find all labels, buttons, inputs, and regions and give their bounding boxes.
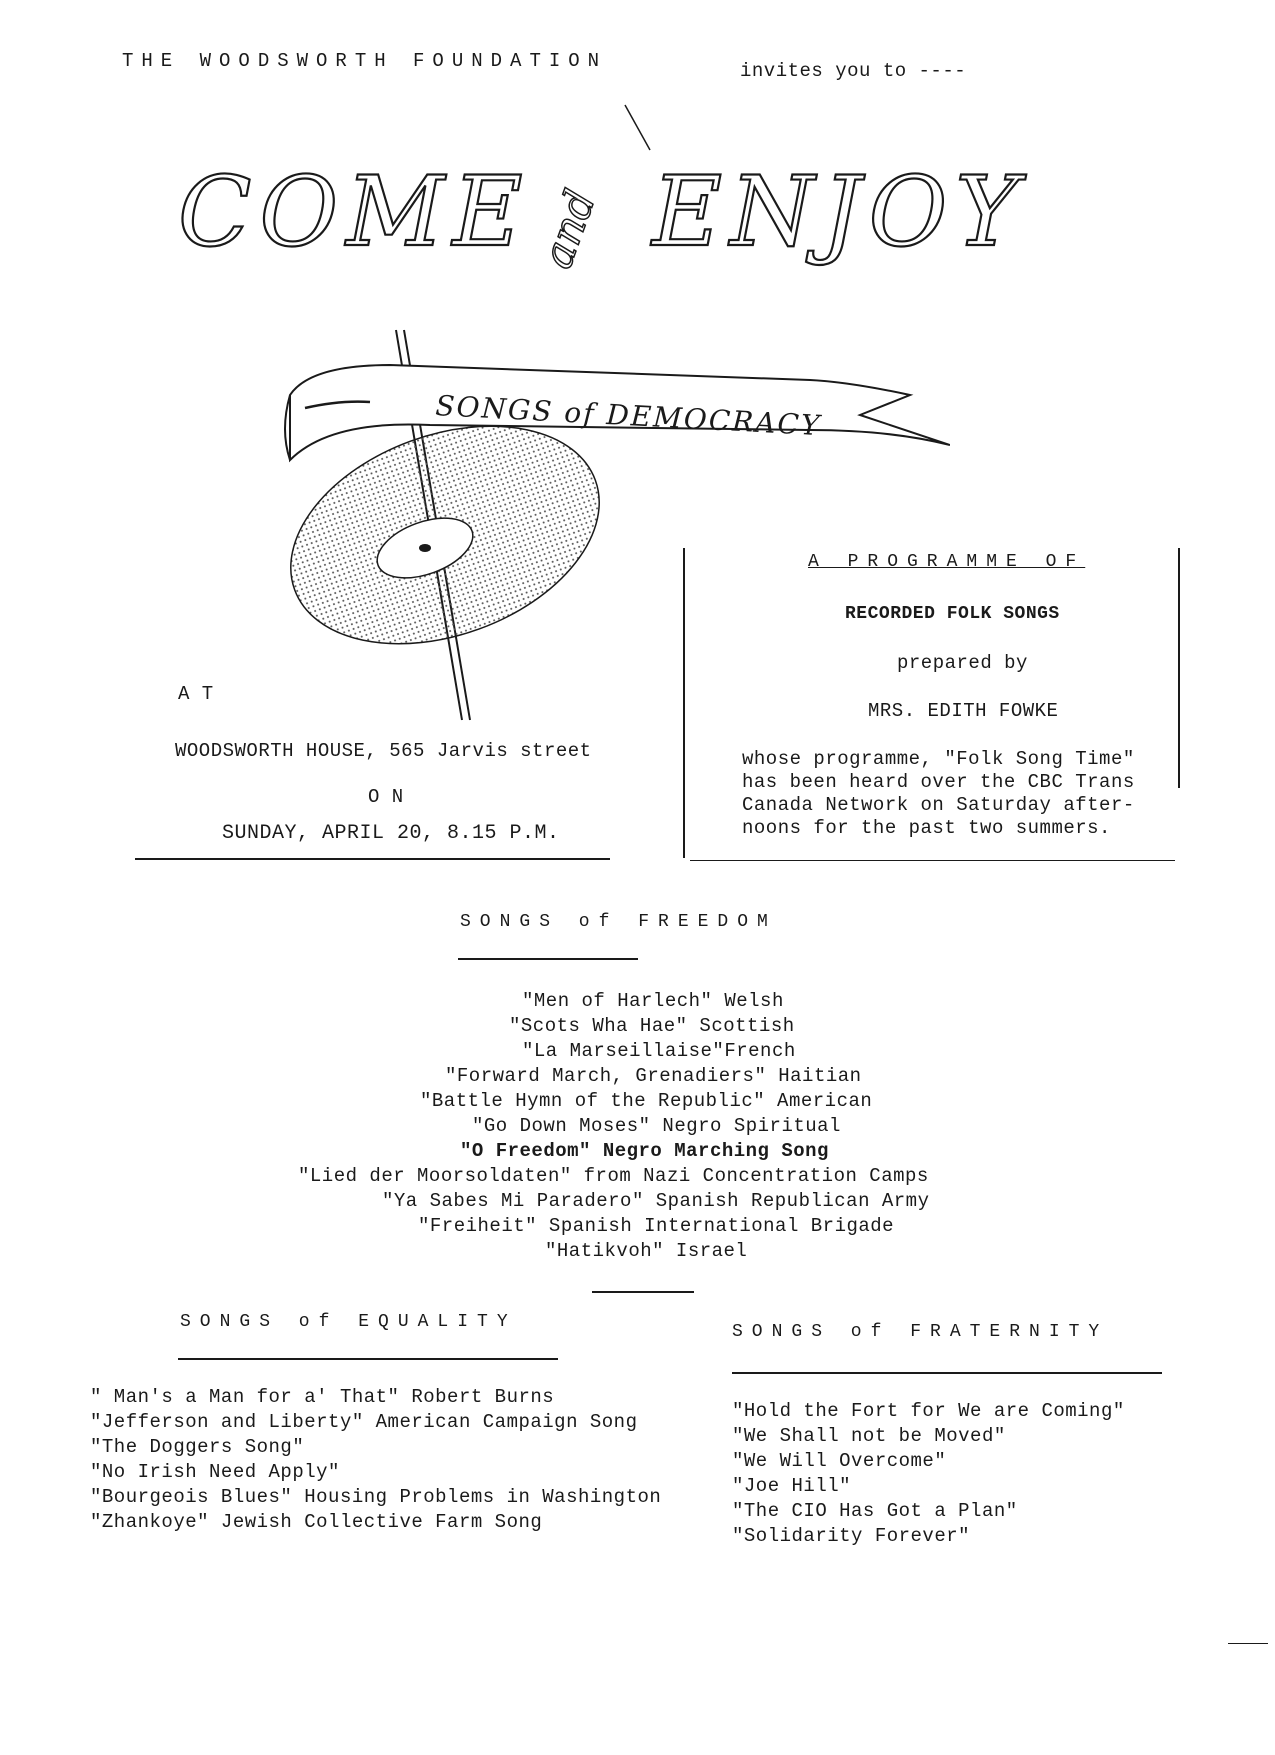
list-item: "Go Down Moses" Negro Spiritual bbox=[472, 1115, 841, 1137]
banner-text: SONGS of DEMOCRACY bbox=[434, 389, 823, 443]
programme-subject: RECORDED FOLK SONGS bbox=[845, 604, 1060, 624]
freedom-underline bbox=[458, 958, 638, 960]
equality-underline bbox=[178, 1358, 558, 1360]
list-item: "No Irish Need Apply" bbox=[90, 1461, 340, 1483]
fraternity-heading: SONGS of FRATERNITY bbox=[732, 1322, 1109, 1342]
equality-heading: SONGS of EQUALITY bbox=[180, 1312, 517, 1332]
list-item: "Solidarity Forever" bbox=[732, 1525, 971, 1547]
list-item: "Hold the Fort for We are Coming" bbox=[732, 1400, 1125, 1422]
desc-line: has been heard over the CBC Trans bbox=[742, 771, 1135, 793]
list-item: " Man's a Man for a' That" Robert Burns bbox=[90, 1386, 555, 1408]
list-item: "Forward March, Grenadiers" Haitian bbox=[445, 1065, 862, 1087]
list-item: "Ya Sabes Mi Paradero" Spanish Republican Army bbox=[382, 1190, 930, 1212]
programme-heading: A PROGRAMME OF bbox=[808, 552, 1086, 572]
list-item: "The Doggers Song" bbox=[90, 1436, 305, 1458]
list-item: "The CIO Has Got a Plan" bbox=[732, 1500, 1018, 1522]
event-date: SUNDAY, APRIL 20, 8.15 P.M. bbox=[222, 822, 560, 845]
list-item: "Lied der Moorsoldaten" from Nazi Concentration Camps bbox=[298, 1165, 929, 1187]
list-item: "Joe Hill" bbox=[732, 1475, 852, 1497]
title-word-come: COME bbox=[178, 156, 531, 268]
event-location: WOODSWORTH HOUSE, 565 Jarvis street bbox=[175, 740, 592, 762]
header-invite: invites you to ---- bbox=[740, 60, 967, 82]
list-item: "Bourgeois Blues" Housing Problems in Washington bbox=[90, 1486, 662, 1508]
list-item: "Battle Hymn of the Republic" American bbox=[420, 1090, 873, 1112]
right-edge-rule bbox=[1178, 548, 1180, 788]
freedom-heading: SONGS of FREEDOM bbox=[460, 912, 777, 932]
list-item: "Scots Wha Hae" Scottish bbox=[509, 1015, 795, 1037]
list-item: "Hatikvoh" Israel bbox=[545, 1240, 748, 1262]
freedom-end-rule bbox=[592, 1291, 694, 1293]
title-word-and: and bbox=[532, 183, 606, 275]
desc-line: whose programme, "Folk Song Time" bbox=[742, 748, 1135, 770]
margin-mark bbox=[1228, 1643, 1268, 1644]
programme-prepared: prepared by bbox=[897, 652, 1028, 674]
at-label: A T bbox=[178, 683, 214, 705]
programme-underline bbox=[690, 860, 1175, 861]
desc-line: Canada Network on Saturday after- bbox=[742, 794, 1135, 816]
programme-presenter: MRS. EDITH FOWKE bbox=[868, 700, 1059, 722]
title-word-enjoy: ENJOY bbox=[652, 156, 1027, 268]
center-divider bbox=[683, 548, 685, 858]
list-item: "Jefferson and Liberty" American Campaign Song bbox=[90, 1411, 638, 1433]
list-item: "We Will Overcome" bbox=[732, 1450, 947, 1472]
list-item: "Freiheit" Spanish International Brigade bbox=[418, 1215, 895, 1237]
list-item: "O Freedom" Negro Marching Song bbox=[460, 1140, 829, 1162]
event-underline bbox=[135, 858, 610, 860]
list-item: "Men of Harlech" Welsh bbox=[522, 990, 784, 1012]
on-label: O N bbox=[368, 786, 404, 808]
list-item: "Zhankoye" Jewish Collective Farm Song bbox=[90, 1511, 543, 1533]
fraternity-underline bbox=[732, 1372, 1162, 1374]
header-org: THE WOODSWORTH FOUNDATION bbox=[122, 50, 608, 72]
list-item: "La Marseillaise"French bbox=[522, 1040, 796, 1062]
list-item: "We Shall not be Moved" bbox=[732, 1425, 1006, 1447]
desc-line: noons for the past two summers. bbox=[742, 817, 1111, 839]
record-banner-illustration bbox=[250, 320, 950, 740]
